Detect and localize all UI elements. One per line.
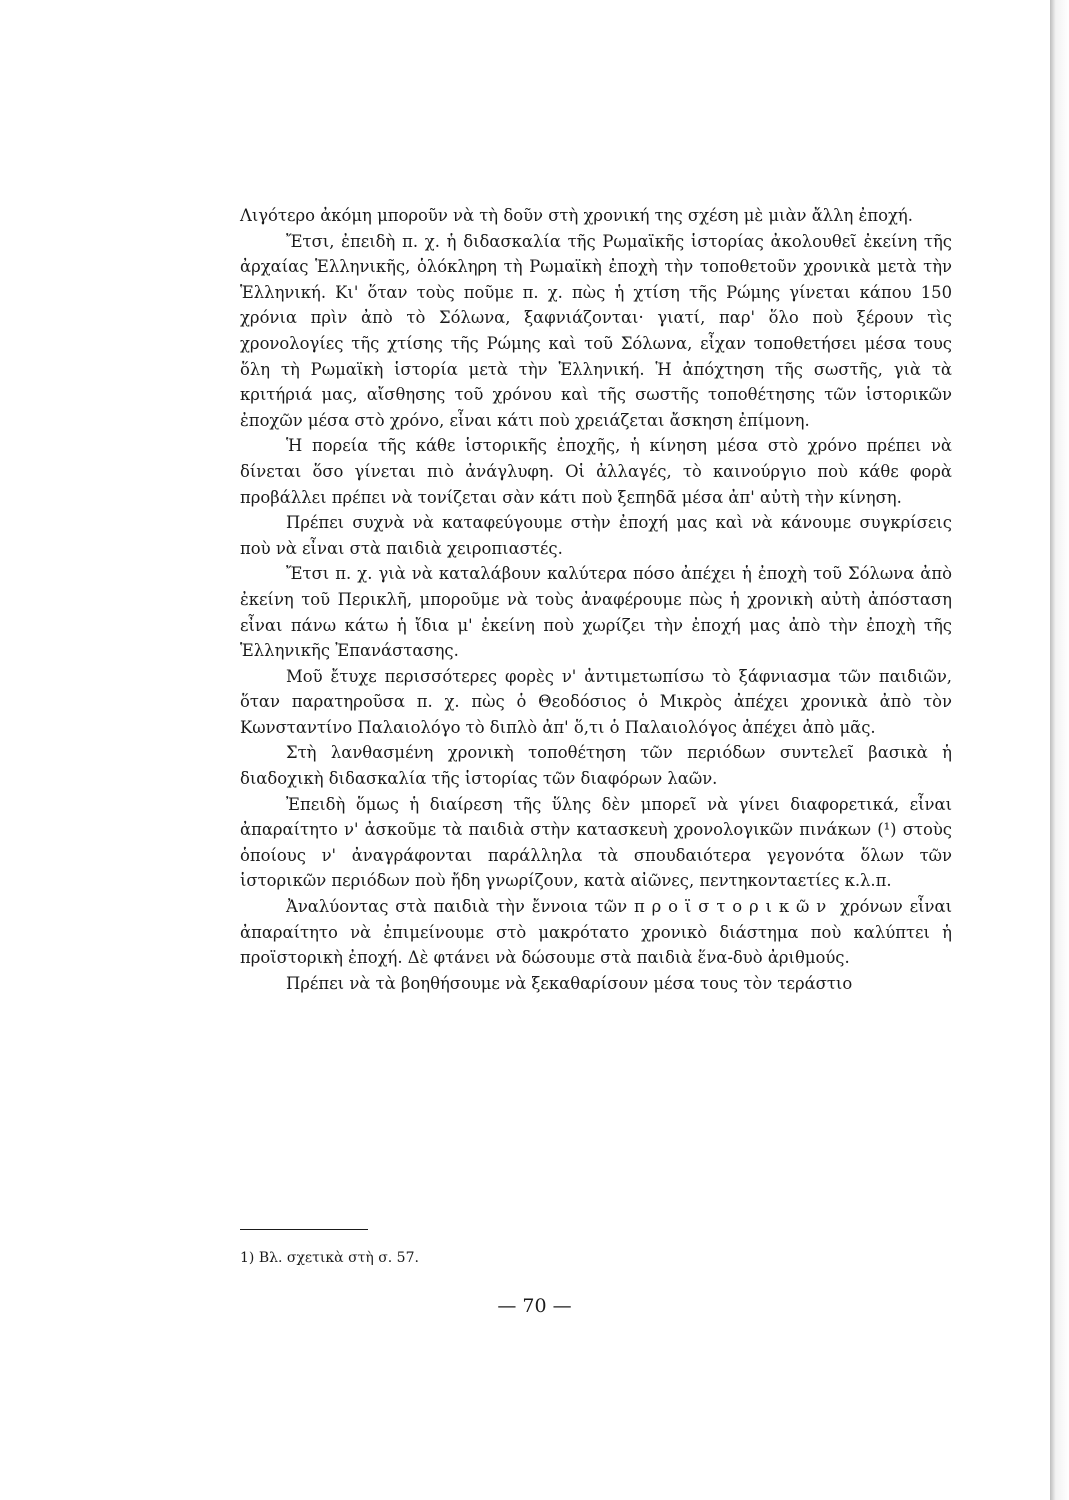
paragraph-8 — [240, 792, 952, 894]
paragraph-9 — [240, 894, 952, 971]
footnote: 1) Βλ. σχετικὰ στὴ σ. 57. — [240, 1250, 419, 1266]
paragraph-4: Πρέπει συχνὰ νὰ καταφεύγουμε στὴν ἐποχή μας καὶ νὰ κάνουμε συγκρίσεις ποὺ νὰ εἶναι στὰ παιδιὰ χειροπιαστές. — [240, 513, 952, 558]
paragraph-10: Πρέπει νὰ τὰ βοηθήσουμε νὰ ξεκαθαρίσουν μέσα τους τὸν τεράστιο — [286, 973, 853, 993]
paragraph-7: Στὴ λανθασμένη χρονικὴ τοποθέτηση τῶν περιόδων συντελεῖ βασικὰ ἡ διαδοχικὴ διδασκαλία τῆς ἱστορίας τῶν διαφόρων λαῶν. — [240, 743, 952, 789]
paragraph-6: Μοῦ ἔτυχε περισσότερες φορὲς ν' ἀντιμετωπίσω τὸ ξάφνιασμα τῶν παιδιῶν, ὅταν παρατηροῦσα π. χ. πὼς ὁ Θεοδόσιος ὁ Μικρὸς ἀπέχει χρονικὰ ἀπὸ τὸν Κωνσταντίνο Παλαιολόγο τὸ διπλὸ ἀπ' ὅ,τι ὁ Παλαιολόγος ἀπέχει ἀπὸ μᾶς. — [240, 666, 952, 737]
page-number: — 70 — — [497, 1295, 572, 1317]
body-text — [240, 203, 952, 996]
paragraph-2: Ἔτσι, ἐπειδὴ π. χ. ἡ διδασκαλία τῆς Ρωμαϊκῆς ἱστορίας ἀκολουθεῖ ἐκείνη τῆς ἀρχαίας Ἑλληνικῆς, ὁλόκληρη τὴ Ρωμαϊκὴ ἐποχὴ τὴν τοποθετοῦν χρονικὰ μετὰ τὴν Ἑλληνική. Κι' ὅταν τοὺς ποῦμε π. χ. πὼς ἡ χτίση τῆς Ρώμης γίνεται κάπου 150 χρόνια πρὶν ἀπὸ τὸ Σόλωνα, ξαφνιάζονται· γιατί, παρ' ὅλο ποὺ ξέρουν τὶς χρονολογίες τῆς χτίσης τῆς Ρώμης καὶ τοῦ Σόλωνα, εἶχαν τοποθετήσει μέσα τους ὅλη τὴ Ρωμαϊκὴ ἱστορία μετὰ τὴν Ἑλληνική. Ἡ ἀπόχτηση τῆς σωστῆς, γιὰ τὰ κριτήριά μας, αἴσθησης τοῦ χρόνου καὶ τῆς σωστῆς τοποθέτησης τῶν ἱστορικῶν ἐποχῶν μέσα στὸ χρόνο, εἶναι κάτι ποὺ χρειάζεται ἄσκηση ἐπίμονη. — [240, 231, 952, 430]
footnote-separator — [240, 1229, 368, 1230]
footnote-reference: (¹) — [877, 820, 897, 840]
paragraph-9-text-b: χρόνων εἶναι ἀπαραίτητο νὰ ἐπιμείνουμε στὸ μακρότατο χρονικὸ διάστημα ποὺ καλύπτει ἡ προϊστορικὴ ἐποχή. Δὲ φτάνει νὰ δώσουμε στὰ παιδιὰ ἕνα-δυὸ ἀριθμούς. — [240, 897, 952, 968]
paragraph-8-text-b: στοὺς ὁποίους ν' ἀναγράφονται παράλληλα τὰ σπουδαιότερα γεγονότα ὅλων τῶν ἱστορικῶν περιόδων ποὺ ἤδη γνωρίζουν, κατὰ αἰῶνες, πεντηκονταετίες κ.λ.π. — [240, 820, 952, 891]
spaced-emphasis: προϊστορικῶν — [633, 897, 834, 917]
paragraph-1: Λιγότερο ἀκόμη μποροῦν νὰ τὴ δοῦν στὴ χρονική της σχέση μὲ μιὰν ἄλλη ἐποχή. — [240, 206, 913, 225]
paragraph-5: Ἔτσι π. χ. γιὰ νὰ καταλάβουν καλύτερα πόσο ἀπέχει ἡ ἐποχὴ τοῦ Σόλωνα ἀπὸ ἐκείνη τοῦ Περικλῆ, μποροῦμε νὰ τοὺς ἀναφέρουμε πὼς ἡ χρονικὴ αὐτὴ ἀπόσταση εἶναι πάνω κάτω ἡ ἴδια μ' ἐκείνη ποὺ χωρίζει τὴν ἐποχή μας ἀπὸ τὴν ἐποχὴ τῆς Ἑλληνικῆς Ἐπανάστασης. — [240, 564, 952, 661]
page-edge-shadow — [1050, 0, 1069, 1500]
paragraph-3: Ἡ πορεία τῆς κάθε ἱστορικῆς ἐποχῆς, ἡ κίνηση μέσα στὸ χρόνο πρέπει νὰ δίνεται ὅσο γίνεται πιὸ ἀνάγλυφη. Οἱ ἀλλαγές, τὸ καινούργιο ποὺ κάθε φορὰ προβάλλει πρέπει νὰ τονίζεται σὰν κάτι ποὺ ξεπηδᾶ μέσα ἀπ' αὐτὴ τὴν κίνηση. — [240, 436, 952, 507]
paragraph-9-text-a: Ἀναλύοντας στὰ παιδιὰ τὴν ἔννοια τῶν — [286, 897, 628, 917]
paragraph-8-text-a: Ἐπειδὴ ὅμως ἡ διαίρεση τῆς ὕλης δὲν μπορεῖ νὰ γίνει διαφορετικά, εἶναι ἀπαραίτητο ν' ἀσκοῦμε τὰ παιδιὰ στὴν κατασκευὴ χρονολογικῶν πινάκων — [240, 794, 952, 840]
